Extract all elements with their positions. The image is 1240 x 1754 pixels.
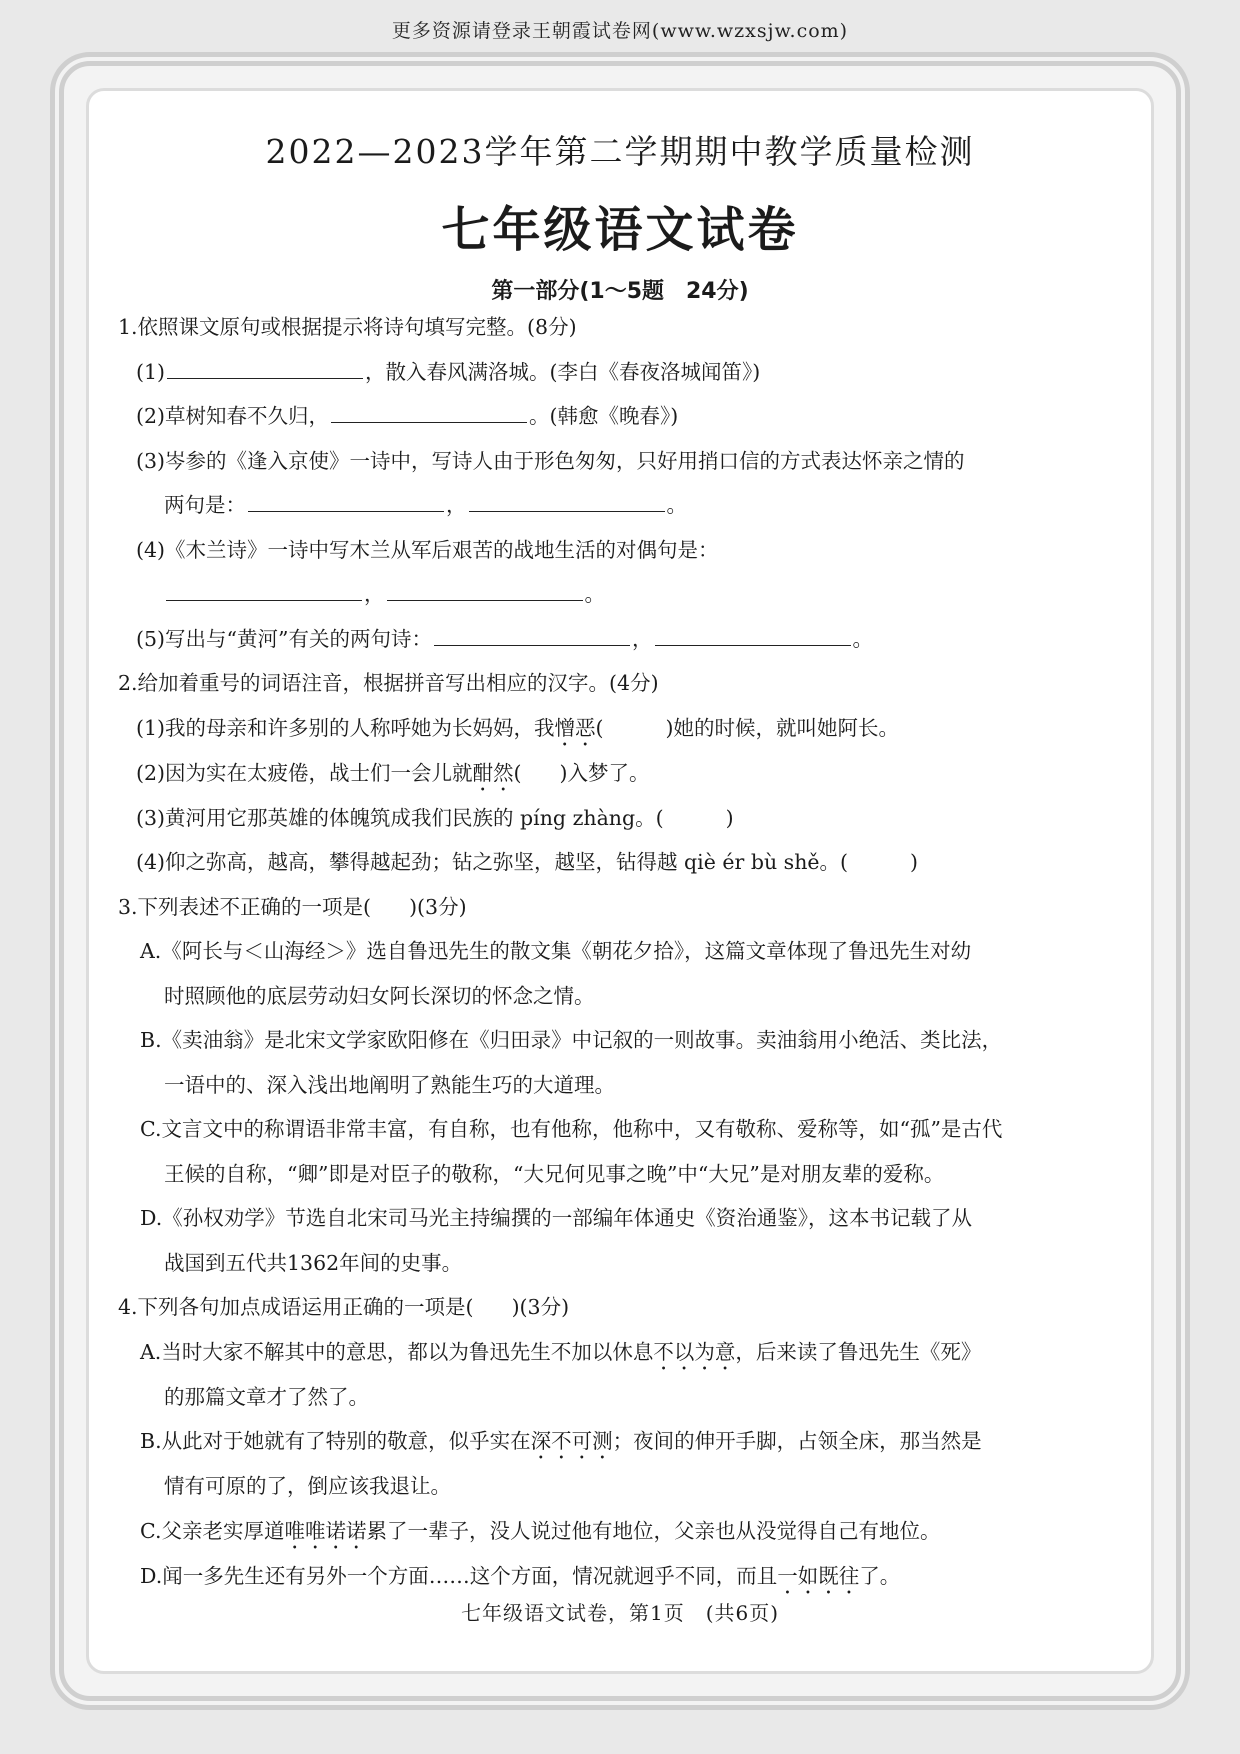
emphasized-idiom: 一如既往 [777, 1563, 860, 1588]
q3-option-a-cont: 时照顾他的底层劳动妇女阿长深切的怀念之情。 [164, 983, 595, 1008]
q3-option-d-cont: 战国到五代共1362年间的史事。 [164, 1250, 463, 1275]
q4-c-text: C.父亲老实厚道 [140, 1518, 285, 1543]
q2-item-3 [136, 796, 1130, 841]
subject-title: 七年级语文试卷 [441, 202, 799, 258]
source-banner: 更多资源请登录王朝霞试卷网(www.wzxsjw.com) [391, 20, 849, 42]
q2-item-1 [136, 706, 1130, 751]
question-3-heading [118, 885, 1130, 930]
q1-item-4: (4)《木兰诗》一诗中写木兰从军后艰苦的战地生活的对偶句是： [136, 537, 719, 562]
q4-c-tail: 累了一辈子，没人说过他有地位，父亲也从没觉得自己有地位。 [366, 1518, 941, 1543]
exam-page [110, 118, 1130, 1658]
period: 。 [852, 626, 873, 651]
q1-item-1 [136, 350, 1130, 395]
q2-1-tail: )她的时候，就叫她阿长。 [665, 715, 900, 740]
q3-option-a: A.《阿长与＜山海经＞》选自鲁迅先生的散文集《朝花夕拾》，这篇文章体现了鲁迅先生对幼 [140, 939, 972, 963]
q4-b-tail: ；夜间的伸开手脚，占领全床，那当然是 [612, 1429, 982, 1453]
q2-item-4 [136, 840, 1130, 885]
paren-open: ( [595, 715, 604, 740]
q3-option-b-cont: 一语中的、深入浅出地阐明了熟能生巧的大道理。 [164, 1072, 615, 1097]
q1-3-prefix: 两句是： [164, 493, 246, 517]
q3-head-text: 3.下列表述不正确的一项是( [118, 894, 372, 919]
q4-b-text: B.从此对于她就有了特别的敬意，似乎实在 [140, 1429, 531, 1453]
question-1-heading: 1.依照课文原句或根据提示将诗句填写完整。(8分) [118, 315, 577, 339]
q4-d-tail: 了。 [859, 1563, 901, 1588]
q3-option-b: B.《卖油翁》是北宋文学家欧阳修在《归田录》中记叙的一则故事。卖油翁用小绝活、类比法， [140, 1028, 1003, 1052]
q2-2-tail: )入梦了。 [559, 760, 650, 785]
q1-1-suffix: ，散入春风满洛城。(李白《春夜洛城闻笛》) [365, 359, 761, 384]
q4-d-text: D.闻一多先生还有另外一个方面……这个方面，情况就迥乎不同，而且 [140, 1563, 778, 1588]
emphasized-idiom: 不以为意 [653, 1339, 736, 1364]
answer-blank[interactable] [167, 354, 363, 379]
q1-item-4-answer-line [164, 572, 1130, 617]
q3-option-d: D.《孙权劝学》节选自北宋司马光主持编撰的一部编年体通史《资治通鉴》，这本书记载了从 [140, 1206, 972, 1230]
page-footer: 七年级语文试卷，第1页 (共6页) [460, 1601, 780, 1625]
q1-5-prefix: (5)写出与“黄河”有关的两句诗： [136, 626, 432, 651]
paren-open: ( [513, 760, 522, 785]
q3-option-c: C.文言文中的称谓语非常丰富，有自称，也有他称，他称中，又有敬称、爱称等，如“孤”是古代 [140, 1117, 1003, 1141]
q4-option-b-cont: 情有可原的了，倒应该我退让。 [164, 1474, 451, 1498]
q4-option-a [140, 1330, 1130, 1375]
paren-close: ) [725, 805, 734, 830]
q1-item-3: (3)岑参的《逢入京使》一诗中，写诗人由于形色匆匆，只好用捎口信的方式表达怀亲之情的 [136, 448, 965, 473]
q4-option-d [140, 1554, 1130, 1599]
q2-item-2 [136, 751, 1130, 796]
q1-item-3-answer-line [164, 483, 1130, 528]
comma: ， [364, 582, 385, 606]
answer-blank[interactable] [166, 576, 362, 601]
answer-blank[interactable] [248, 487, 444, 512]
q2-2-text: (2)因为实在太疲倦，战士们一会儿就 [136, 760, 473, 785]
answer-blank[interactable] [331, 398, 527, 423]
comma: ， [446, 493, 467, 517]
period: 。 [666, 493, 687, 517]
q4-option-a-cont: 的那篇文章才了然了。 [164, 1384, 369, 1409]
q4-head-text: 4.下列各句加点成语运用正确的一项是( [118, 1295, 474, 1319]
q4-score: )(3分) [511, 1295, 570, 1319]
q2-3-text: (3)黄河用它那英雄的体魄筑成我们民族的 píng zhàng。( [136, 805, 664, 830]
period: 。 [584, 582, 605, 606]
q3-option-c-cont: 王候的自称，“卿”即是对臣子的敬称，“大兄何见事之晚”中“大兄”是对朋友辈的爱称。 [164, 1161, 945, 1186]
answer-blank[interactable] [469, 487, 665, 512]
answer-blank[interactable] [387, 576, 583, 601]
q3-score: )(3分) [409, 894, 467, 919]
comma: ， [632, 626, 653, 651]
q1-2-prefix: (2)草树知春不久归， [136, 404, 330, 428]
paren-close: ) [910, 850, 919, 874]
q4-a-tail: ，后来读了鲁迅先生《死》 [735, 1339, 982, 1364]
q4-option-b [140, 1419, 1130, 1464]
emphasized-word: 酣然 [472, 760, 514, 785]
q1-1-prefix: (1) [136, 359, 166, 384]
q2-1-text: (1)我的母亲和许多别的人称呼她为长妈妈，我 [136, 715, 555, 740]
answer-blank[interactable] [434, 621, 630, 646]
q1-2-suffix: 。(韩愈《晚春》) [529, 404, 679, 428]
q1-item-2 [136, 394, 1130, 439]
question-4-heading [118, 1285, 1130, 1330]
answer-blank[interactable] [655, 621, 851, 646]
question-2-heading: 2.给加着重号的词语注音，根据拼音写出相应的汉字。(4分) [118, 671, 659, 695]
emphasized-word: 憎恶 [554, 715, 596, 740]
q1-item-5 [136, 617, 1130, 662]
exam-title: 2022—2023学年第二学期期中教学质量检测 [265, 132, 975, 171]
q2-4-text: (4)仰之弥高，越高，攀得越起劲；钻之弥坚，越坚，钻得越 qiè ér bù shě。( [136, 850, 849, 874]
emphasized-idiom: 唯唯诺诺 [284, 1518, 367, 1543]
part-title: 第一部分(1～5题 24分) [491, 279, 749, 304]
emphasized-idiom: 深不可测 [530, 1429, 613, 1453]
q4-option-c [140, 1509, 1130, 1554]
q4-a-text: A.当时大家不解其中的意思，都以为鲁迅先生不加以休息 [140, 1339, 654, 1364]
